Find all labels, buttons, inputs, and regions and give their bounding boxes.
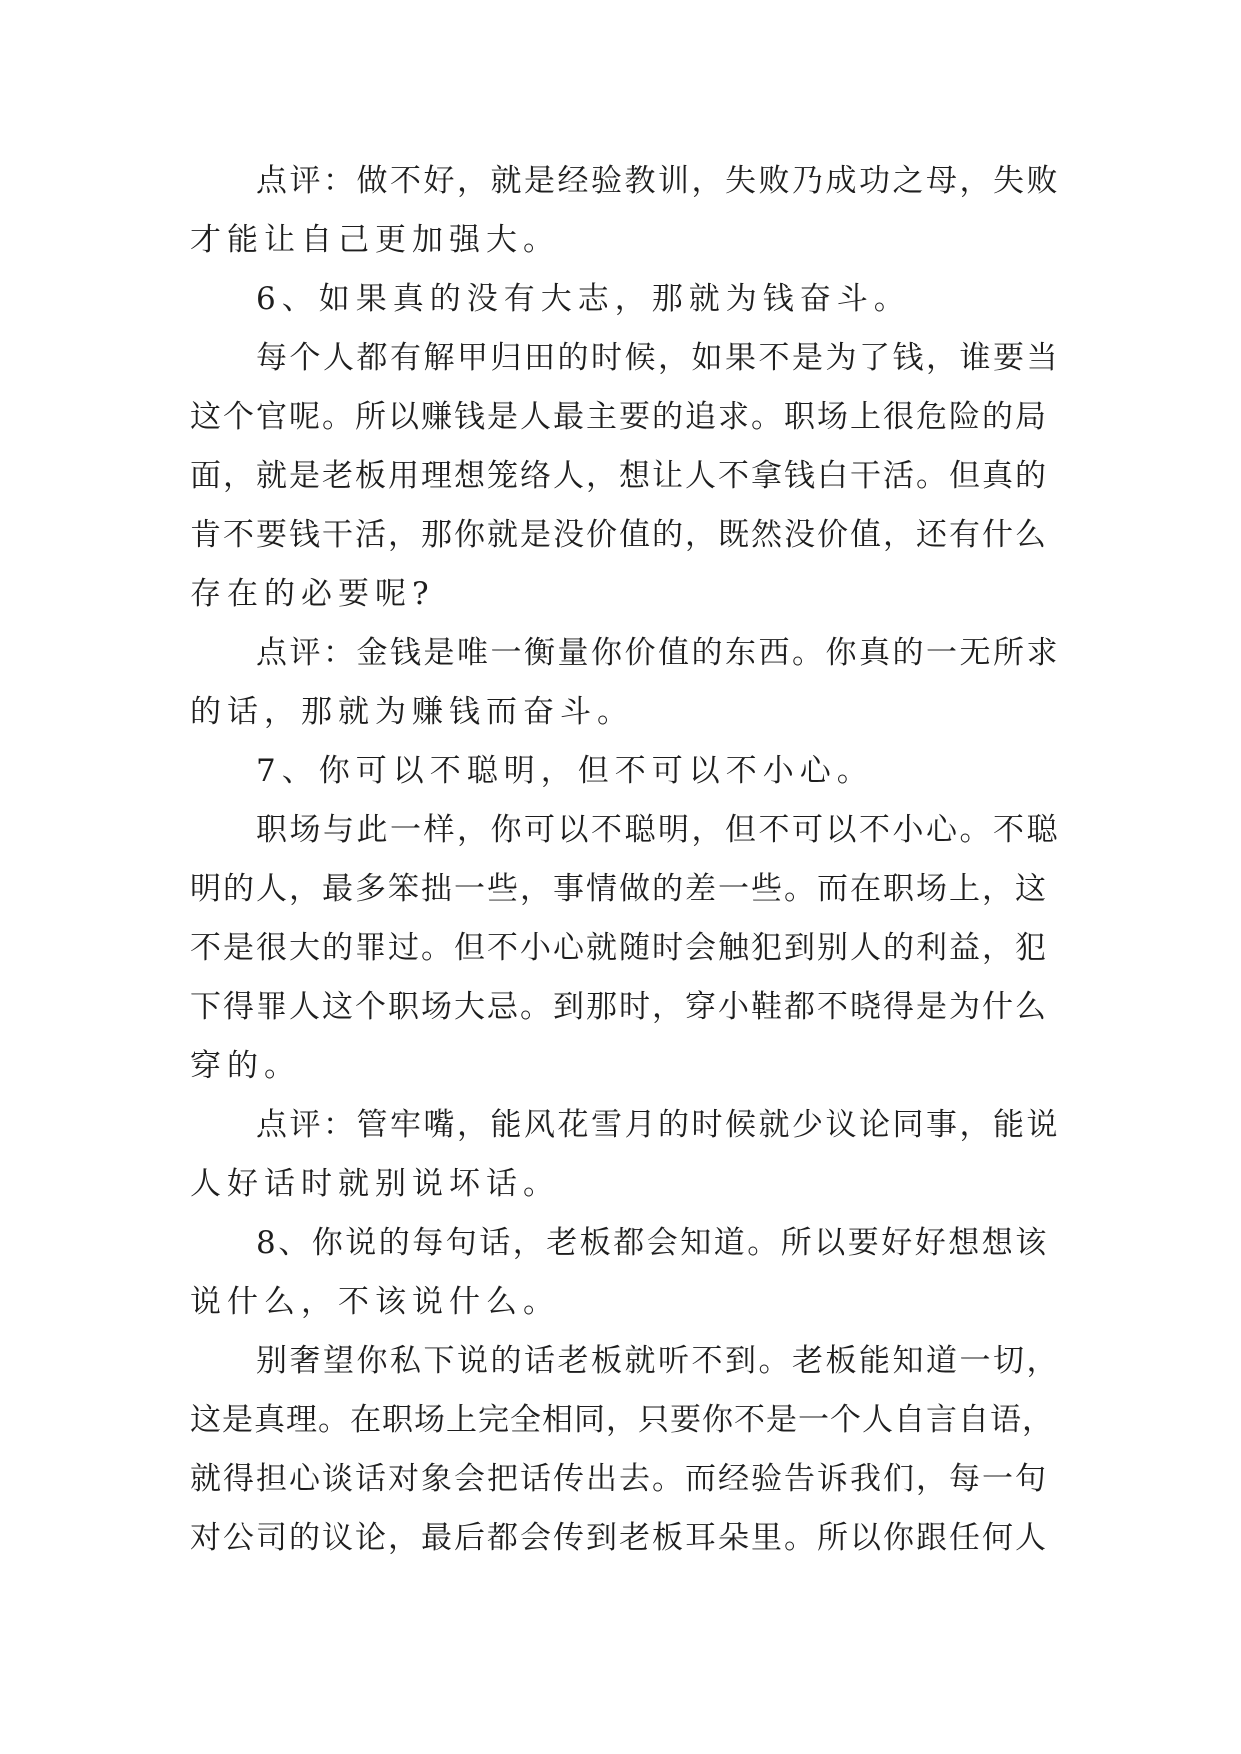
text-line: 明的人，最多笨拙一些，事情做的差一些。而在职场上，这	[190, 871, 1048, 907]
text-line: 面，就是老板用理想笼络人，想让人不拿钱白干活。但真的	[190, 458, 1048, 494]
text-line: 就得担心谈话对象会把话传出去。而经验告诉我们，每一句	[190, 1461, 1048, 1497]
text-line: 职场与此一样，你可以不聪明，但不可以不小心。不聪	[256, 812, 1060, 848]
text-line: 每个人都有解甲归田的时候，如果不是为了钱，谁要当	[256, 340, 1060, 376]
text-line: 人好话时就别说坏话。	[190, 1166, 560, 1202]
text-line: 肯不要钱干活，那你就是没价值的，既然没价值，还有什么	[190, 517, 1048, 553]
text-line: 7、你可以不聪明，但不可以不小心。	[256, 753, 874, 789]
text-line: 的话，那就为赚钱而奋斗。	[190, 694, 634, 730]
text-line: 下得罪人这个职场大忌。到那时，穿小鞋都不晓得是为什么	[190, 989, 1048, 1025]
text-line: 不是很大的罪过。但不小心就随时会触犯到别人的利益，犯	[190, 930, 1048, 966]
text-line: 6、如果真的没有大志，那就为钱奋斗。	[256, 281, 911, 317]
text-line: 点评：做不好，就是经验教训，失败乃成功之母，失败	[256, 163, 1060, 199]
text-line: 这是真理。在职场上完全相同，只要你不是一个人自言自语，	[190, 1402, 1054, 1438]
text-line: 别奢望你私下说的话老板就听不到。老板能知道一切，	[256, 1343, 1060, 1379]
document-body	[190, 152, 1060, 1568]
text-line: 点评：管牢嘴，能风花雪月的时候就少议论同事，能说	[256, 1107, 1060, 1143]
text-line: 穿的。	[190, 1048, 301, 1084]
text-line: 这个官呢。所以赚钱是人最主要的追求。职场上很危险的局	[190, 399, 1048, 435]
text-line: 对公司的议论，最后都会传到老板耳朵里。所以你跟任何人	[190, 1520, 1048, 1556]
text-line: 点评：金钱是唯一衡量你价值的东西。你真的一无所求	[256, 635, 1060, 671]
text-line: 存在的必要呢?	[190, 576, 435, 612]
text-line: 说什么，不该说什么。	[190, 1284, 560, 1320]
text-line: 8、你说的每句话，老板都会知道。所以要好好想想该	[256, 1225, 1049, 1261]
text-line: 才能让自己更加强大。	[190, 222, 560, 258]
